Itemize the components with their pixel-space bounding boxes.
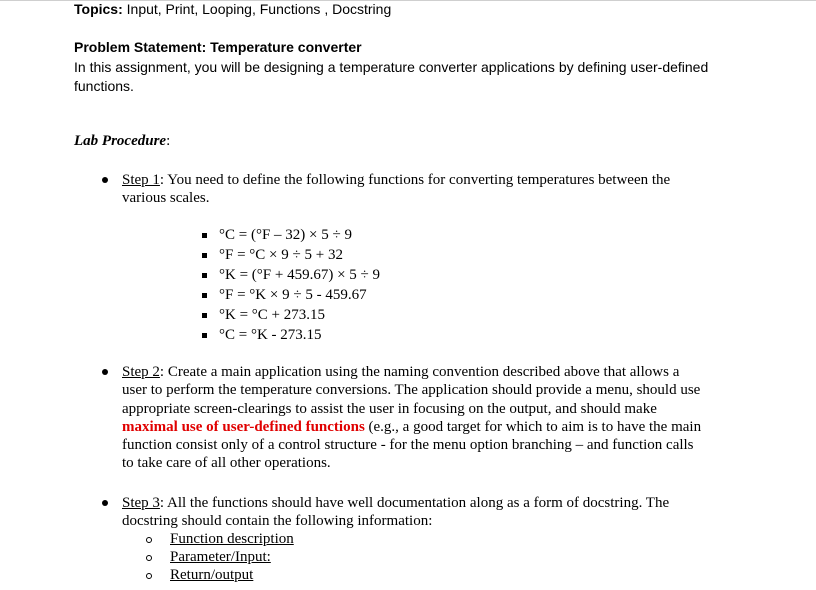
formula-bullet bbox=[202, 273, 207, 278]
step2-line-6: to take care of all other operations. bbox=[122, 455, 331, 472]
step3-text-1: : All the functions should have well documentation along as a form of docstring. The bbox=[159, 495, 670, 511]
lab-procedure-heading bbox=[74, 132, 170, 150]
step2-line-3: appropriate screen-clearings to assist the user in focusing on the output, and should make bbox=[122, 400, 657, 417]
step2-line-5: function consist only of a control structure - for the menu option branching – and function calls bbox=[122, 437, 694, 454]
formula-item: °K = (°F + 459.67) × 5 ÷ 9 bbox=[219, 267, 381, 283]
step2-paragraph bbox=[122, 363, 701, 473]
problem-heading: Problem Statement: Temperature converter bbox=[74, 39, 362, 55]
problem-line-1: In this assignment, you will be designing a temperature converter applications by defining user-defined bbox=[74, 59, 709, 75]
formula-item: °F = °C × 9 ÷ 5 + 32 bbox=[219, 247, 343, 263]
step2-bullet bbox=[102, 369, 108, 375]
step1-label: Step 1 bbox=[122, 172, 160, 188]
topics-value: Input, Print, Looping, Functions , Docstring bbox=[122, 1, 392, 17]
step1-bullet bbox=[102, 177, 108, 183]
step1-text-1: : You need to define the following functions for converting temperatures between the bbox=[159, 172, 671, 188]
docstring-item: Function description bbox=[170, 531, 294, 547]
step2-line-2: user to perform the temperature conversions. The application should provide a menu, should use bbox=[122, 382, 701, 399]
formula-item: °F = °K × 9 ÷ 5 - 459.67 bbox=[219, 287, 367, 303]
docstring-item-bullet bbox=[146, 555, 152, 561]
step2-text-1: : Create a main application using the naming convention described above that allows a bbox=[159, 364, 680, 380]
docstring-item: Return/output bbox=[170, 567, 254, 583]
step1-line-1 bbox=[122, 171, 670, 189]
step1-line-2: various scales. bbox=[122, 190, 210, 207]
formula-bullet bbox=[202, 313, 207, 318]
formula-bullet bbox=[202, 333, 207, 338]
topics-line bbox=[74, 0, 391, 18]
problem-line-2: functions. bbox=[74, 78, 134, 94]
step1-paragraph bbox=[122, 171, 670, 208]
formula-bullet bbox=[202, 293, 207, 298]
topics-label: Topics: bbox=[74, 1, 123, 17]
formula-item: °C = °K - 273.15 bbox=[219, 327, 322, 343]
formula-item: °K = °C + 273.15 bbox=[219, 307, 326, 323]
step3-bullet bbox=[102, 500, 108, 506]
step3-line-1 bbox=[122, 494, 669, 512]
formula-item: °C = (°F – 32) × 5 ÷ 9 bbox=[219, 227, 352, 243]
lab-procedure-title: Lab Procedure bbox=[74, 133, 167, 149]
lab-procedure-colon: : bbox=[166, 133, 171, 149]
step3-label: Step 3 bbox=[122, 495, 160, 511]
formula-bullet bbox=[202, 233, 207, 238]
step2-highlight: maximal use of user-defined functions bbox=[122, 418, 365, 435]
step2-line-1 bbox=[122, 363, 701, 381]
step2-text-4: (e.g., a good target for which to aim is to have the main bbox=[364, 418, 702, 435]
step2-label: Step 2 bbox=[122, 364, 160, 380]
formula-bullet bbox=[202, 253, 207, 258]
docstring-item: Parameter/Input: bbox=[170, 549, 271, 565]
problem-description bbox=[74, 58, 708, 96]
step2-line-4 bbox=[122, 418, 701, 436]
docstring-item-bullet bbox=[146, 573, 152, 579]
docstring-item-bullet bbox=[146, 537, 152, 543]
step3-line-2: docstring should contain the following information: bbox=[122, 513, 433, 530]
step3-paragraph bbox=[122, 494, 669, 531]
